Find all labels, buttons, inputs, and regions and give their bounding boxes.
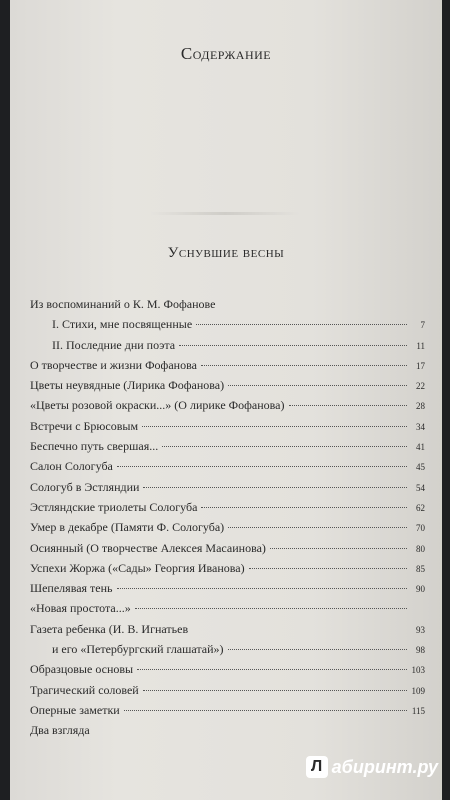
dot-leader xyxy=(142,426,407,427)
dot-leader xyxy=(228,527,407,528)
toc-entry-page-number: 115 xyxy=(411,705,425,716)
dot-leader xyxy=(289,405,408,406)
toc-entry-title: Осиянный (О творчестве Алексея Масаинова) xyxy=(30,540,266,555)
table-of-contents xyxy=(30,297,425,744)
toc-entry xyxy=(30,622,425,642)
contents-heading: Содержание xyxy=(180,44,272,63)
toc-entry-page-number: 54 xyxy=(416,482,425,493)
toc-entry xyxy=(30,439,425,459)
toc-entry-title: «Цветы розовой окраски...» (О лирике Фофанова) xyxy=(30,398,285,413)
labirint-watermark-text: абиринт.ру xyxy=(331,756,438,777)
toc-entry-title: Шепелявая тень xyxy=(30,581,113,596)
book-page xyxy=(10,0,442,800)
dot-leader xyxy=(124,710,407,711)
toc-entry-title: Беспечно путь свершая... xyxy=(30,439,159,454)
toc-entry xyxy=(30,581,425,601)
labirint-logo-icon: Л xyxy=(306,756,328,778)
toc-entry xyxy=(30,317,425,337)
toc-entry xyxy=(30,601,425,621)
toc-entry-page-number: 109 xyxy=(411,685,425,696)
toc-entry-page-number: 22 xyxy=(416,381,425,392)
toc-entry-page-number: 85 xyxy=(416,563,425,574)
toc-entry-title: Цветы неувядные (Лирика Фофанова) xyxy=(30,378,225,393)
toc-entry-page-number: 41 xyxy=(416,442,425,453)
toc-entry-page-number: 93 xyxy=(416,624,425,635)
toc-entry xyxy=(30,520,425,540)
toc-entry-title: Два взгляда xyxy=(30,723,90,738)
toc-entry xyxy=(30,561,425,581)
dot-leader xyxy=(162,446,407,447)
toc-entry xyxy=(30,541,425,561)
dot-leader xyxy=(143,690,407,691)
toc-entry xyxy=(30,723,425,743)
toc-entry xyxy=(30,662,425,682)
toc-entry-page-number: 17 xyxy=(416,360,425,371)
toc-entry-title: Образцовые основы xyxy=(30,662,134,677)
dot-leader xyxy=(135,608,407,609)
toc-entry-title: Умер в декабре (Памяти Ф. Сологуба) xyxy=(30,520,225,535)
toc-entry-title: Эстляндские триолеты Сологуба xyxy=(30,499,198,514)
toc-entry-page-number: 7 xyxy=(420,320,425,331)
toc-entry-page-number: 80 xyxy=(416,543,425,554)
toc-entry-title: Из воспоминаний о К. М. Фофанове xyxy=(30,297,216,311)
toc-entry-page-number: 34 xyxy=(416,421,425,432)
toc-entry xyxy=(30,419,425,439)
dot-leader xyxy=(228,649,407,650)
section-heading: Уснувшие весны xyxy=(167,245,285,261)
toc-entry xyxy=(30,500,425,520)
dot-leader xyxy=(201,365,407,366)
toc-entry-title: Сологуб в Эстляндии xyxy=(30,479,140,494)
toc-entry-title: I. Стихи, мне посвященные xyxy=(52,317,193,332)
toc-entry xyxy=(30,480,425,500)
toc-entry xyxy=(30,378,425,398)
toc-entry-title: II. Последние дни поэта xyxy=(52,337,176,352)
toc-entry xyxy=(30,683,425,703)
faint-divider xyxy=(150,212,300,215)
dot-leader xyxy=(249,568,407,569)
toc-entry-page-number: 45 xyxy=(416,462,425,473)
toc-entry-title: Газета ребенка (И. В. Игнатьев xyxy=(30,621,189,636)
toc-entry-title: и его «Петербургский глашатай») xyxy=(52,642,224,657)
toc-entry xyxy=(30,358,425,378)
dot-leader xyxy=(117,466,407,467)
toc-entry xyxy=(30,459,425,479)
toc-entry-title: Оперные заметки xyxy=(30,702,120,717)
toc-entry-page-number: 70 xyxy=(416,523,425,534)
toc-entry xyxy=(30,398,425,418)
dot-leader xyxy=(270,548,407,549)
dot-leader xyxy=(196,324,407,325)
toc-entry-title: Трагический соловей xyxy=(30,682,139,697)
toc-entry xyxy=(30,338,425,358)
dot-leader xyxy=(137,669,407,670)
dot-leader xyxy=(201,507,407,508)
toc-entry-page-number: 28 xyxy=(416,401,425,412)
toc-entry xyxy=(30,703,425,723)
toc-entry-page-number: 103 xyxy=(411,665,425,676)
toc-entry-title: Салон Сологуба xyxy=(30,459,113,474)
toc-entry-page-number: 62 xyxy=(416,502,425,513)
toc-entry-title: О творчестве и жизни Фофанова xyxy=(30,357,197,372)
toc-entry-title: Встречи с Брюсовым xyxy=(30,418,139,433)
dot-leader xyxy=(117,588,407,589)
toc-entry xyxy=(30,297,425,317)
toc-entry-title: «Новая простота...» xyxy=(30,601,131,616)
labirint-watermark xyxy=(306,756,438,778)
toc-entry xyxy=(30,642,425,662)
toc-entry-title: Успехи Жоржа («Сады» Георгия Иванова) xyxy=(30,560,245,575)
dot-leader xyxy=(143,487,407,488)
dot-leader xyxy=(228,385,407,386)
dot-leader xyxy=(179,345,407,346)
toc-entry-page-number: 90 xyxy=(416,584,425,595)
toc-entry-page-number: 11 xyxy=(416,340,425,351)
toc-entry-page-number: 98 xyxy=(416,645,425,656)
